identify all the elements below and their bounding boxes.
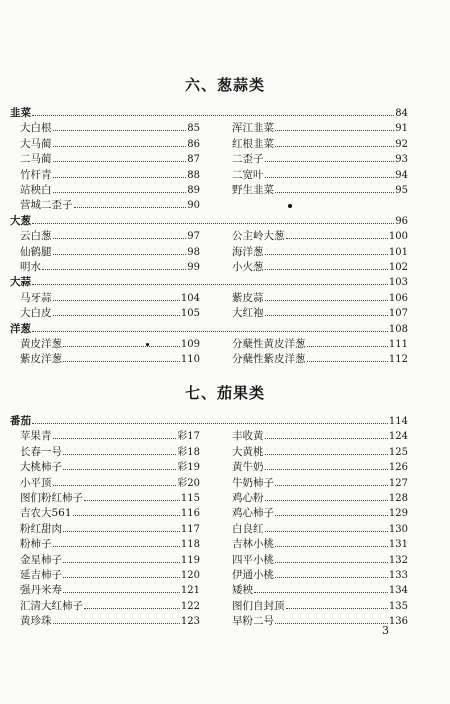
variety-entry-label: 站秧白 bbox=[20, 184, 52, 196]
variety-entry-page: 110 bbox=[180, 354, 200, 366]
variety-entry-label: 二歪子 bbox=[232, 153, 264, 166]
variety-entry-page: 92 bbox=[395, 138, 408, 150]
category-entry-page: 84 bbox=[395, 108, 408, 119]
variety-entry-label: 明水 bbox=[20, 261, 41, 273]
variety-entry-label: 紫皮洋葱 bbox=[20, 353, 62, 366]
variety-entry-page: 121 bbox=[180, 585, 200, 597]
variety-entry-label: 苹果青 bbox=[20, 430, 52, 443]
variety-entry bbox=[20, 245, 200, 260]
variety-entry-page: 136 bbox=[388, 616, 408, 628]
variety-entry bbox=[20, 152, 200, 167]
dot-leader bbox=[275, 562, 388, 563]
variety-entry-page: 123 bbox=[180, 616, 200, 628]
dot-leader bbox=[275, 577, 388, 578]
dot-leader bbox=[63, 454, 176, 455]
dot-leader bbox=[275, 146, 394, 147]
variety-entry-label: 浑江韭菜 bbox=[232, 122, 274, 135]
dot-leader bbox=[275, 192, 394, 193]
dot-leader bbox=[275, 130, 394, 131]
variety-entry-page: 133 bbox=[388, 570, 408, 581]
variety-entry-page: 115 bbox=[180, 493, 200, 504]
variety-entry-page: 93 bbox=[395, 154, 408, 166]
variety-entry-label: 汇清大红柿子 bbox=[20, 599, 83, 612]
variety-entry-page: 125 bbox=[388, 446, 408, 458]
variety-entry-page: 120 bbox=[180, 570, 200, 581]
variety-entry-page: 85 bbox=[187, 123, 200, 135]
variety-entry bbox=[232, 522, 408, 537]
category-entry-page: 108 bbox=[388, 323, 408, 335]
dot-leader bbox=[53, 192, 187, 193]
variety-entry-label: 野生韭菜 bbox=[232, 184, 274, 196]
dot-leader bbox=[53, 485, 177, 486]
variety-entry-page: 97 bbox=[187, 231, 200, 243]
dot-leader bbox=[265, 177, 395, 178]
variety-entry-label: 粉柿子 bbox=[20, 538, 52, 551]
dot-leader bbox=[84, 500, 180, 501]
variety-entry bbox=[232, 152, 408, 167]
dot-leader bbox=[265, 500, 388, 501]
dot-leader bbox=[265, 269, 388, 270]
category-entry bbox=[10, 275, 408, 290]
variety-entry-page: 128 bbox=[388, 493, 408, 504]
variety-entry bbox=[20, 260, 200, 275]
dot-leader bbox=[53, 315, 180, 316]
dot-leader bbox=[53, 177, 187, 178]
dot-leader bbox=[53, 623, 180, 624]
variety-entry-page: 100 bbox=[388, 231, 408, 243]
dot-leader bbox=[265, 469, 388, 470]
variety-entry-label: 大马蔺 bbox=[20, 137, 52, 150]
dot-leader bbox=[286, 608, 388, 609]
variety-entry-page: 98 bbox=[187, 246, 200, 258]
dot-leader bbox=[254, 592, 388, 593]
dot-leader bbox=[286, 238, 388, 239]
variety-entry bbox=[20, 568, 200, 583]
variety-entry bbox=[232, 614, 408, 629]
variety-entry bbox=[20, 183, 200, 198]
variety-entry bbox=[232, 491, 408, 506]
variety-entry bbox=[232, 429, 408, 444]
variety-entry-label: 黄珍珠 bbox=[20, 615, 52, 628]
variety-entry-page: 119 bbox=[180, 554, 200, 566]
dot-leader bbox=[63, 361, 180, 362]
variety-entry-label: 分蘖性黄皮洋葱 bbox=[232, 338, 306, 350]
variety-entry-page: 101 bbox=[388, 246, 408, 258]
variety-entry-page: 89 bbox=[187, 185, 200, 196]
variety-entry-page: 130 bbox=[388, 523, 408, 535]
variety-entry bbox=[232, 476, 408, 491]
variety-entry-label: 云白葱 bbox=[20, 230, 52, 243]
variety-entry-page: 彩18 bbox=[177, 446, 200, 458]
variety-entry-label: 鸡心粉 bbox=[232, 492, 264, 504]
variety-entry-page: 111 bbox=[388, 339, 408, 350]
variety-entry bbox=[20, 121, 200, 136]
variety-entry-label: 强丹米寿 bbox=[20, 584, 62, 597]
variety-entry bbox=[232, 229, 408, 244]
variety-entry-page: 105 bbox=[180, 308, 200, 320]
variety-entry-label: 牛奶柿子 bbox=[232, 476, 274, 489]
dot-leader bbox=[32, 284, 388, 285]
variety-entry-label: 四平小桃 bbox=[232, 553, 274, 566]
dot-leader bbox=[307, 346, 388, 347]
variety-entry-page: 104 bbox=[180, 292, 200, 304]
dot-leader bbox=[265, 254, 388, 255]
variety-entry-label: 长春一号 bbox=[20, 445, 62, 458]
variety-entry-label: 大黄桃 bbox=[232, 445, 264, 458]
variety-entry bbox=[232, 337, 408, 352]
variety-entry-label: 二马蔺 bbox=[20, 153, 52, 166]
variety-entry-page: 117 bbox=[180, 523, 200, 535]
dot-leader bbox=[265, 454, 388, 455]
variety-entry-label: 大桃柿子 bbox=[20, 461, 62, 474]
variety-entry-label: 鸡心柿子 bbox=[232, 507, 274, 520]
variety-entry-label: 紫皮蒜 bbox=[232, 291, 264, 304]
variety-entry-page: 95 bbox=[395, 185, 408, 196]
variety-entry-page: 131 bbox=[388, 539, 408, 551]
variety-entry-label: 丰收黄 bbox=[232, 430, 264, 443]
variety-entry-label: 公主岭大葱 bbox=[232, 230, 285, 243]
dot-leader bbox=[265, 300, 388, 301]
variety-entry bbox=[20, 352, 200, 367]
dot-leader bbox=[63, 346, 180, 347]
category-entry bbox=[10, 214, 408, 229]
variety-entry-label: 黄皮洋葱 bbox=[20, 338, 62, 350]
dot-leader bbox=[32, 331, 388, 332]
variety-entry-page: 91 bbox=[395, 123, 408, 135]
dot-leader bbox=[53, 254, 187, 255]
variety-entry bbox=[20, 137, 200, 152]
variety-entry-label: 海洋葱 bbox=[232, 245, 264, 258]
variety-entry bbox=[20, 306, 200, 321]
variety-entry-page: 129 bbox=[388, 508, 408, 520]
variety-entry-label: 红根韭菜 bbox=[232, 137, 274, 150]
dot-leader bbox=[53, 438, 177, 439]
variety-entry-label: 黄牛奶 bbox=[232, 461, 264, 474]
variety-entry bbox=[232, 121, 408, 136]
variety-entry bbox=[232, 245, 408, 260]
variety-entry-label: 大白皮 bbox=[20, 307, 52, 320]
variety-entry-page: 126 bbox=[388, 462, 408, 474]
section-heading: 六、葱蒜类 bbox=[184, 76, 265, 94]
category-entry-label: 番茄 bbox=[10, 415, 31, 427]
variety-entry-page: 彩19 bbox=[177, 462, 200, 474]
dot-leader bbox=[53, 146, 187, 147]
dot-leader bbox=[73, 515, 180, 516]
variety-entry-label: 早粉二号 bbox=[232, 615, 274, 628]
variety-entry-label: 白良红 bbox=[232, 522, 264, 535]
variety-entry bbox=[20, 445, 200, 460]
dot-leader bbox=[84, 608, 180, 609]
dot-leader bbox=[53, 161, 187, 162]
variety-entry-page: 127 bbox=[388, 477, 408, 489]
variety-entry bbox=[20, 522, 200, 537]
dot-leader bbox=[32, 423, 388, 424]
variety-entry-label: 二宽叶 bbox=[232, 168, 264, 181]
category-entry-page: 103 bbox=[388, 277, 408, 289]
variety-entry bbox=[20, 599, 200, 614]
variety-entry-page: 124 bbox=[388, 431, 408, 443]
variety-entry bbox=[232, 137, 408, 152]
dot-leader bbox=[32, 115, 394, 116]
variety-entry-page: 107 bbox=[388, 308, 408, 320]
dot-leader bbox=[63, 562, 180, 563]
variety-entry-label: 伊通小桃 bbox=[232, 569, 274, 581]
variety-entry-page: 87 bbox=[187, 154, 200, 166]
variety-entry bbox=[232, 445, 408, 460]
variety-entry bbox=[20, 229, 200, 244]
variety-entry bbox=[232, 291, 408, 306]
variety-entry bbox=[20, 537, 200, 552]
dot-leader bbox=[265, 531, 388, 532]
category-entry-label: 大蒜 bbox=[10, 276, 31, 289]
category-entry bbox=[10, 414, 408, 429]
variety-entry-label: 吉农大561 bbox=[20, 507, 72, 520]
variety-entry bbox=[20, 291, 200, 306]
variety-entry-page: 86 bbox=[187, 138, 200, 150]
category-entry-label: 大葱 bbox=[10, 214, 31, 227]
variety-entry-page: 122 bbox=[180, 600, 200, 612]
dot-leader bbox=[74, 207, 187, 208]
category-entry-page: 96 bbox=[395, 215, 408, 227]
variety-entry-label: 粉红甜肉 bbox=[20, 522, 62, 535]
category-entry-label: 韭菜 bbox=[10, 107, 31, 119]
variety-entry bbox=[20, 476, 200, 491]
variety-entry-label: 小平顶 bbox=[20, 476, 52, 489]
variety-entry bbox=[20, 491, 200, 506]
variety-entry bbox=[232, 583, 408, 598]
variety-entry-label: 仙鹤腿 bbox=[20, 245, 52, 258]
dot-leader bbox=[265, 315, 388, 316]
category-entry bbox=[10, 106, 408, 121]
variety-entry bbox=[20, 429, 200, 444]
variety-entry bbox=[20, 553, 200, 568]
variety-entry bbox=[232, 537, 408, 552]
variety-entry-page: 88 bbox=[187, 169, 200, 181]
variety-entry-page: 132 bbox=[388, 554, 408, 566]
variety-entry-label: 延吉柿子 bbox=[20, 569, 62, 581]
variety-entry bbox=[20, 168, 200, 183]
dot-leader bbox=[275, 485, 388, 486]
variety-entry-page: 彩20 bbox=[177, 477, 200, 489]
variety-entry-page: 112 bbox=[388, 354, 408, 366]
dot-leader bbox=[265, 161, 395, 162]
variety-entry bbox=[20, 506, 200, 521]
dot-leader bbox=[53, 546, 180, 547]
dot-leader bbox=[275, 546, 388, 547]
dot-leader bbox=[275, 515, 388, 516]
dot-leader bbox=[307, 361, 388, 362]
variety-entry-label: 金星柿子 bbox=[20, 553, 62, 566]
dot-leader bbox=[63, 577, 180, 578]
variety-entry-page: 99 bbox=[187, 262, 200, 273]
dot-leader bbox=[42, 269, 186, 270]
dot-leader bbox=[53, 300, 180, 301]
variety-entry bbox=[232, 506, 408, 521]
category-entry-page: 114 bbox=[388, 416, 408, 427]
variety-entry bbox=[20, 583, 200, 598]
variety-entry-page: 109 bbox=[180, 339, 200, 350]
variety-entry bbox=[232, 306, 408, 321]
variety-entry bbox=[20, 614, 200, 629]
variety-entry bbox=[232, 168, 408, 183]
dot-leader bbox=[265, 438, 388, 439]
variety-entry-page: 135 bbox=[388, 600, 408, 612]
dot-leader bbox=[63, 531, 180, 532]
variety-entry bbox=[20, 198, 200, 213]
variety-entry-page: 94 bbox=[395, 169, 408, 181]
variety-entry bbox=[232, 599, 408, 614]
variety-entry-page: 90 bbox=[187, 200, 200, 212]
variety-entry-label: 营城二歪子 bbox=[20, 199, 73, 212]
variety-entry bbox=[232, 352, 408, 367]
variety-entry-label: 竹杆青 bbox=[20, 168, 52, 181]
variety-entry-label: 矮秧 bbox=[232, 584, 253, 597]
variety-entry-page: 116 bbox=[180, 508, 200, 520]
variety-entry-label: 大红袍 bbox=[232, 307, 264, 320]
variety-entry bbox=[232, 553, 408, 568]
variety-entry bbox=[232, 568, 408, 583]
category-entry-label: 洋葱 bbox=[10, 322, 31, 335]
variety-entry-page: 102 bbox=[388, 262, 408, 273]
section-heading: 七、茄果类 bbox=[184, 384, 265, 402]
variety-entry-page: 彩17 bbox=[177, 431, 200, 443]
ink-mark bbox=[288, 204, 292, 208]
variety-entry bbox=[232, 183, 408, 198]
dot-leader bbox=[63, 469, 176, 470]
variety-entry-label: 图们粉红柿子 bbox=[20, 492, 83, 504]
variety-entry-label: 分蘖性紫皮洋葱 bbox=[232, 353, 306, 366]
variety-entry bbox=[232, 260, 408, 275]
variety-entry-label: 图们自封顶 bbox=[232, 599, 285, 612]
variety-entry-label: 吉林小桃 bbox=[232, 538, 274, 551]
dot-leader bbox=[275, 623, 388, 624]
variety-entry bbox=[232, 460, 408, 475]
category-entry bbox=[10, 322, 408, 337]
variety-entry-label: 大白根 bbox=[20, 122, 52, 135]
dot-leader bbox=[63, 592, 180, 593]
variety-entry-page: 134 bbox=[388, 585, 408, 597]
dot-leader bbox=[53, 238, 187, 239]
variety-entry-page: 118 bbox=[180, 539, 200, 551]
variety-entry-page: 106 bbox=[388, 292, 408, 304]
dot-leader bbox=[32, 223, 394, 224]
dot-leader bbox=[53, 130, 187, 131]
variety-entry bbox=[20, 337, 200, 352]
variety-entry-label: 小火葱 bbox=[232, 261, 264, 273]
page-number: 3 bbox=[382, 624, 389, 637]
variety-entry-label: 马牙蒜 bbox=[20, 291, 52, 304]
variety-entry bbox=[20, 460, 200, 475]
